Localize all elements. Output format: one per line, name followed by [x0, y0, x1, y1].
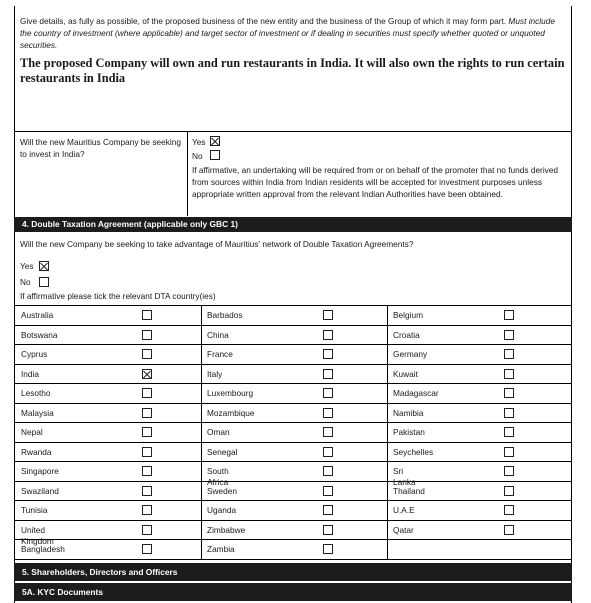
grid-line	[14, 305, 572, 306]
country-label-u-a-e: U.A.E	[393, 505, 415, 515]
country-checkbox-kuwait[interactable]	[504, 369, 514, 379]
country-label-tunisia: Tunisia	[21, 505, 48, 515]
country-checkbox-lesotho[interactable]	[142, 388, 152, 398]
country-label-zimbabwe: Zimbabwe	[207, 525, 246, 535]
country-checkbox-barbados[interactable]	[323, 310, 333, 320]
dta-question: Will the new Company be seeking to take advantage of Mauritius' network of Double Taxation Agreements?	[20, 239, 414, 249]
section-4-header	[14, 217, 572, 232]
country-label-france: France	[207, 349, 233, 359]
grid-line	[14, 500, 572, 501]
country-label-malaysia: Malaysia	[21, 408, 54, 418]
invest-india-note: If affirmative, an undertaking will be required from or on behalf of the promoter that no funds derived from sources within India from Indian residents will be accepted for investment purposes unless appropriate written approval from the relevant Indian Authorities have been obtained.	[192, 165, 559, 199]
country-checkbox-thailand[interactable]	[504, 486, 514, 496]
dta-no-label: No	[20, 277, 31, 287]
country-label-mozambique: Mozambique	[207, 408, 255, 418]
grid-line	[14, 364, 572, 365]
grid-line	[14, 559, 572, 560]
country-checkbox-mozambique[interactable]	[323, 408, 333, 418]
country-label-uganda: Uganda	[207, 505, 237, 515]
invest-yes-checkbox[interactable]	[210, 136, 220, 146]
grid-line	[14, 442, 572, 443]
country-label-lesotho: Lesotho	[21, 388, 51, 398]
country-checkbox-india[interactable]	[142, 369, 152, 379]
country-checkbox-madagascar[interactable]	[504, 388, 514, 398]
country-checkbox-belgium[interactable]	[504, 310, 514, 320]
country-checkbox-sweden[interactable]	[323, 486, 333, 496]
grid-line	[14, 481, 572, 482]
country-checkbox-italy[interactable]	[323, 369, 333, 379]
country-label-kuwait: Kuwait	[393, 369, 418, 379]
dta-no-checkbox[interactable]	[39, 277, 49, 287]
dta-yes-checkbox[interactable]	[39, 261, 49, 271]
section-5-header	[14, 563, 572, 581]
business-answer: The proposed Company will own and run restaurants in India. It will also own the rights to run certain restaurants in India	[20, 56, 565, 85]
grid-line	[14, 383, 572, 384]
country-checkbox-sri-lanka[interactable]	[504, 466, 514, 476]
country-label-cyprus: Cyprus	[21, 349, 48, 359]
country-checkbox-malaysia[interactable]	[142, 408, 152, 418]
country-checkbox-united-kingdom[interactable]	[142, 525, 152, 535]
country-checkbox-seychelles[interactable]	[504, 447, 514, 457]
country-label-south-africa: South Africa	[207, 466, 229, 487]
section-5a-header	[14, 583, 572, 601]
country-label-oman: Oman	[207, 427, 230, 437]
country-checkbox-bangladesh[interactable]	[142, 544, 152, 554]
invest-india-question: Will the new Mauritius Company be seeking to invest in India?	[20, 137, 181, 159]
grid-line	[387, 305, 388, 559]
country-checkbox-china[interactable]	[323, 330, 333, 340]
section-5a-title: 5A. KYC Documents	[22, 587, 103, 597]
grid-line	[201, 305, 202, 559]
country-label-namibia: Namibia	[393, 408, 424, 418]
country-label-qatar: Qatar	[393, 525, 414, 535]
country-checkbox-uganda[interactable]	[323, 505, 333, 515]
country-checkbox-cyprus[interactable]	[142, 349, 152, 359]
country-label-madagascar: Madagascar	[393, 388, 439, 398]
dta-tick-instruction: If affirmative please tick the relevant DTA country(ies)	[20, 291, 216, 301]
instruction-italic: Must include the country of investment (where applicable) and target sector of investment or if dealing in securities must specify whether quoted or unquoted securities.	[20, 16, 555, 50]
country-checkbox-zambia[interactable]	[323, 544, 333, 554]
country-checkbox-swaziland[interactable]	[142, 486, 152, 496]
grid-line	[14, 422, 572, 423]
country-label-italy: Italy	[207, 369, 223, 379]
country-label-senegal: Senegal	[207, 447, 238, 457]
dta-yes-label: Yes	[20, 261, 34, 271]
instruction-plain: Give details, as fully as possible, of the proposed business of the new entity and the business of the Group of which it may form part.	[20, 16, 507, 26]
country-label-china: China	[207, 330, 229, 340]
country-label-germany: Germany	[393, 349, 428, 359]
grid-line	[14, 344, 572, 345]
invest-no-checkbox[interactable]	[210, 150, 220, 160]
instruction-text	[20, 15, 568, 51]
country-label-seychelles: Seychelles	[393, 447, 434, 457]
country-label-australia: Australia	[21, 310, 54, 320]
grid-line	[14, 403, 572, 404]
invest-yes-label: Yes	[192, 137, 206, 147]
country-label-botswana: Botswana	[21, 330, 58, 340]
country-label-singapore: Singapore	[21, 466, 59, 476]
country-checkbox-namibia[interactable]	[504, 408, 514, 418]
country-checkbox-zimbabwe[interactable]	[323, 525, 333, 535]
country-label-sweden: Sweden	[207, 486, 237, 496]
country-checkbox-rwanda[interactable]	[142, 447, 152, 457]
country-label-thailand: Thailand	[393, 486, 425, 496]
country-checkbox-france[interactable]	[323, 349, 333, 359]
country-label-united-kingdom: United Kingdom	[21, 525, 54, 546]
country-label-pakistan: Pakistan	[393, 427, 425, 437]
country-label-barbados: Barbados	[207, 310, 243, 320]
country-checkbox-croatia[interactable]	[504, 330, 514, 340]
grid-line	[14, 539, 572, 540]
country-checkbox-qatar[interactable]	[504, 525, 514, 535]
country-label-sri-lanka: Sri Lanka	[393, 466, 416, 487]
country-label-rwanda: Rwanda	[21, 447, 52, 457]
country-label-croatia: Croatia	[393, 330, 420, 340]
country-checkbox-tunisia[interactable]	[142, 505, 152, 515]
country-checkbox-oman[interactable]	[323, 427, 333, 437]
divider	[14, 131, 572, 132]
country-label-india: India	[21, 369, 39, 379]
country-checkbox-singapore[interactable]	[142, 466, 152, 476]
divider	[187, 131, 188, 216]
country-label-nepal: Nepal	[21, 427, 43, 437]
country-label-zambia: Zambia	[207, 544, 235, 554]
country-label-luxembourg: Luxembourg	[207, 388, 254, 398]
section-4-title: 4. Double Taxation Agreement (applicable only GBC 1)	[22, 219, 238, 229]
invest-no-label: No	[192, 151, 203, 161]
country-checkbox-u-a-e[interactable]	[504, 505, 514, 515]
country-label-swaziland: Swaziland	[21, 486, 59, 496]
country-checkbox-senegal[interactable]	[323, 447, 333, 457]
section-5-title: 5. Shareholders, Directors and Officers	[22, 567, 178, 577]
country-checkbox-pakistan[interactable]	[504, 427, 514, 437]
country-checkbox-botswana[interactable]	[142, 330, 152, 340]
country-checkbox-germany[interactable]	[504, 349, 514, 359]
country-label-belgium: Belgium	[393, 310, 423, 320]
country-checkbox-australia[interactable]	[142, 310, 152, 320]
country-checkbox-luxembourg[interactable]	[323, 388, 333, 398]
country-label-bangladesh: Bangladesh	[21, 544, 65, 554]
grid-line	[14, 520, 572, 521]
grid-line	[14, 461, 572, 462]
country-checkbox-nepal[interactable]	[142, 427, 152, 437]
grid-line	[14, 325, 572, 326]
country-checkbox-south-africa[interactable]	[323, 466, 333, 476]
